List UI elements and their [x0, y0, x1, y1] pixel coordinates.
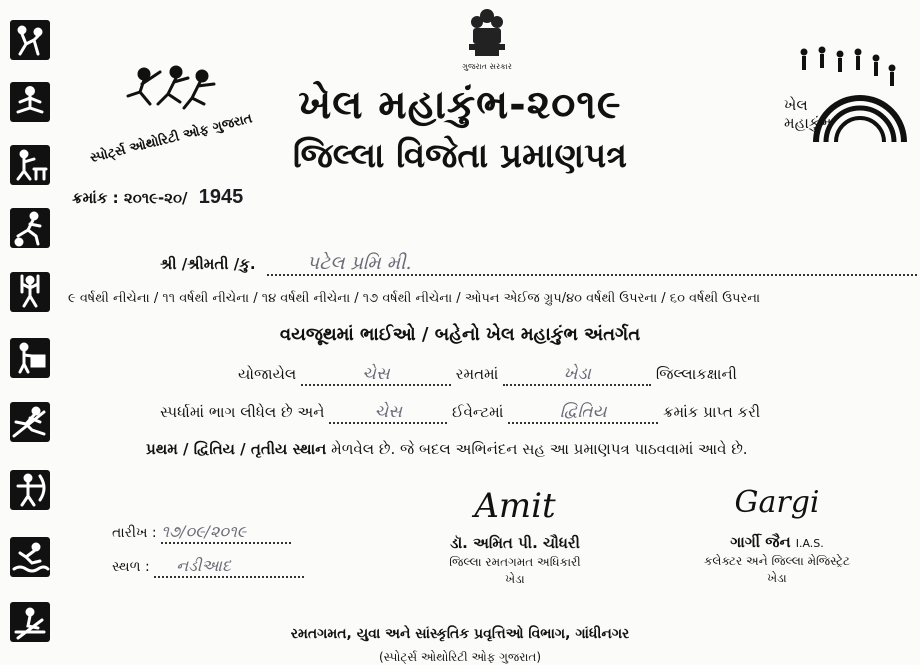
place-options: પ્રથમ / દ્વિતિય / તૃતીય સ્થાન	[146, 440, 327, 458]
organized-label: યોજાયેલ	[238, 365, 297, 383]
signature-1: Amit	[474, 486, 556, 526]
wrestling-icon	[10, 20, 50, 60]
date-value: ૧૭/૦૯/૨૦૧૯	[161, 522, 247, 541]
signatory-2-name: ગાર્ગી જૈન	[730, 533, 791, 551]
footer-org: (સ્પોર્ટ્સ ઓથોરિટી ઓફ ગુજરાત)	[378, 650, 542, 664]
organized-value: ચેસ	[362, 364, 390, 384]
signature-block-1	[415, 478, 615, 587]
serial-number: 1945	[198, 186, 244, 208]
serial-row	[72, 186, 243, 209]
event-field	[329, 402, 447, 424]
rank-value: દ્વિતિય	[559, 402, 607, 422]
signatory-1-district: ખેડા	[505, 572, 525, 586]
name-row	[160, 252, 917, 276]
date-row	[112, 522, 291, 544]
sport-field	[503, 364, 651, 386]
closing-row	[146, 440, 748, 458]
name-value: પટેલ પ્રમિ મી.	[306, 252, 412, 274]
competition-label: સ્પર્ધામાં ભાગ લીધેલ છે અને	[160, 403, 325, 421]
footer-department: રમતગમત, યુવા અને સાંસ્કૃતિક પ્રવૃત્તિઓ વિભાગ, ગાંધીનગર	[290, 626, 630, 642]
rank-field	[508, 402, 658, 424]
place-label: સ્થળ :	[112, 559, 150, 575]
signatory-2-title: કલેક્ટર અને જિલ્લા મેજિસ્ટ્રેટ	[703, 554, 851, 568]
football-icon	[10, 208, 50, 248]
signatory-2-name-row	[672, 532, 882, 551]
place-value: નડીઆદ	[176, 556, 231, 575]
name-field	[267, 252, 917, 276]
swimming-icon	[10, 537, 50, 577]
level-label: જિલ્લાકક્ષાની	[655, 365, 737, 383]
age-groups: ૯ વર્ષથી નીચેના / ૧૧ વર્ષથી નીચેના / ૧૪ વર્ષથી નીચેના / ૧૭ વર્ષથી નીચેના / ઓપન એઈજ ગ્રુપ/૪૦ વર્ષથી ઉપરના / ૬૦ વર્ષથી ઉપરના	[68, 291, 761, 306]
closing-text: મેળવેલ છે. જે બદલ અભિનંદન સહ આ પ્રમાણપત્ર પાઠવવામાં આવે છે.	[331, 440, 748, 458]
date-field	[161, 522, 291, 544]
signatory-1-name: ડૉ. અમિત પી. ચૌધરી	[450, 534, 580, 552]
rank-label: ક્રમાંક પ્રાપ્ત કરી	[662, 403, 761, 421]
signatory-1-title: જિલ્લા રમતગમત અધિકારી	[449, 555, 581, 569]
organized-field	[301, 364, 451, 386]
signatory-2-district: ખેડા	[767, 571, 787, 585]
serial-label: ક્રમાંક : ૨૦૧૯-૨૦/	[72, 189, 188, 207]
archery-icon	[10, 470, 50, 510]
athletics-icon	[10, 402, 50, 442]
certificate-subtitle: જિલ્લા વિજેતા પ્રમાણપત્ર	[292, 136, 628, 176]
category-line: વયજૂથમાં ભાઈઓ / બહેનો ખેલ મહાકુંભ અંતર્ગત	[279, 324, 641, 345]
emblem-caption: ગુજરાત સરકાર	[462, 62, 512, 71]
name-label: શ્રી /શ્રીમતી /કુ.	[160, 255, 256, 273]
event-label: ઈવેન્ટમાં	[451, 403, 504, 421]
sport-value: ખેડા	[563, 364, 591, 384]
sag-logo-text: સ્પોર્ટ્સ ઓથોરિટી ઓફ ગુજરાત	[88, 111, 254, 167]
signature-2: Gargi	[734, 485, 820, 520]
certificate-title: ખેલ મહાકુંભ-૨૦૧૯	[298, 82, 622, 128]
date-label: તારીખ :	[112, 525, 157, 541]
event-value: ચેસ	[374, 402, 402, 422]
sport-row	[238, 364, 737, 386]
climbing-icon	[10, 272, 50, 312]
place-field	[154, 556, 304, 578]
khel-mahakumbh-logo-text: ખેલ મહાકુંભ	[784, 96, 832, 132]
signatory-2-suffix: I.A.S.	[795, 537, 824, 550]
event-row	[160, 402, 760, 424]
sport-label: રમતમાં	[455, 365, 499, 383]
place-row	[112, 556, 304, 578]
state-emblem	[452, 6, 522, 78]
signature-block-2	[672, 474, 882, 586]
ashoka-emblem-icon	[465, 6, 509, 58]
